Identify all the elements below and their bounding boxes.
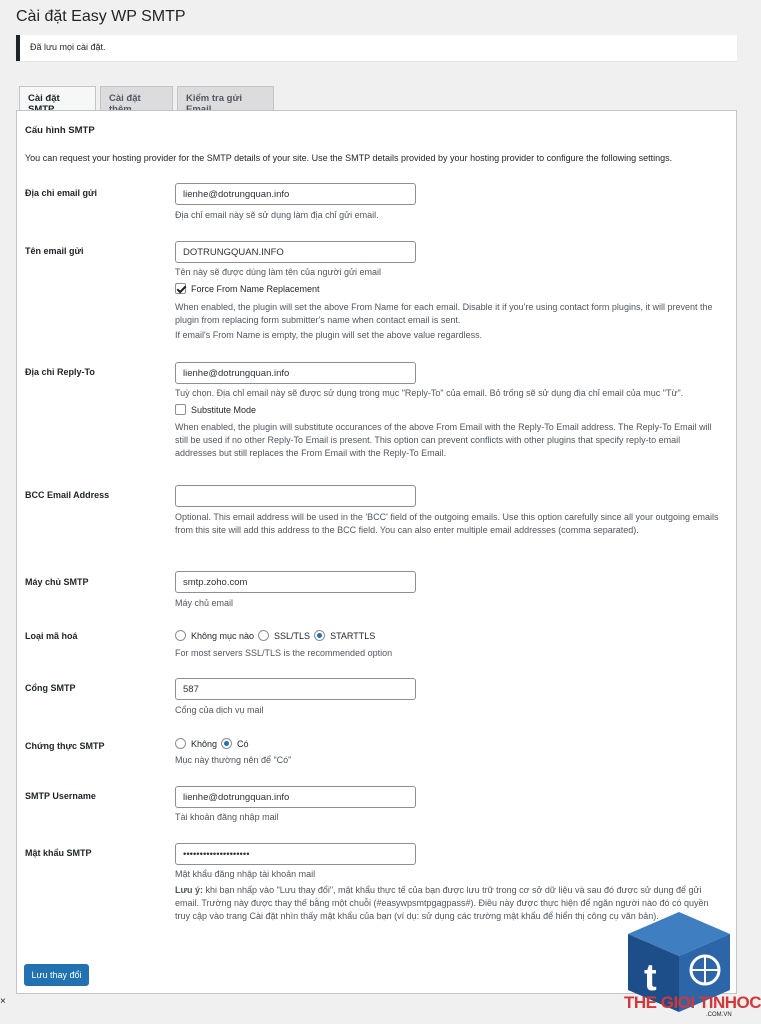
smtp-password-label: Mật khẩu SMTP [25,848,92,858]
note-prefix: Lưu ý: [175,885,204,895]
smtp-host-label: Máy chủ SMTP [25,577,89,587]
from-email-label: Địa chỉ email gửi [25,188,98,198]
tab-additional-settings[interactable]: Cài đặt [100,86,173,111]
smtp-host-input[interactable] [175,571,416,593]
watermark-text: THE GIOI TINHOC [624,993,761,1012]
from-name-input[interactable] [175,241,416,263]
encryption-none-label: Không mục nào [191,630,255,641]
note-text: khi bạn nhấp vào "Lưu thay đổi", mật khẩu thực tế của bạn được lưu trữ trong cơ sở dữ liệu và sau đó được sử dụng để gửi email. Trường này được thay thế bằng một chuỗi (#easywpsmtpgagpass#). Điều này được thực hiện để ngăn người nào đó có quyền truy cập vào trang Cài đặt nhìn thấy mật khẩu của bạn (ví dụ: sử dụng các trường mật khẩu để hiển thị công cụ văn bản). [175,885,709,921]
smtp-auth-desc: Mục này thường nên để "Có" [175,755,292,765]
reply-to-input[interactable] [175,362,416,384]
smtp-auth-radio-group [175,738,253,749]
watermark-glyph: t [644,957,657,999]
encryption-label: Loại mã hoá [25,631,78,641]
smtp-username-label: SMTP Username [25,791,96,801]
encryption-starttls-radio[interactable] [314,630,325,641]
smtp-username-desc: Tài khoản đăng nhập mail [175,812,279,822]
encryption-starttls-label: STARTTLS [330,630,376,641]
watermark-subtext: .COM.VN [706,1012,732,1018]
from-name-desc: Tên này sẽ được dùng làm tên của người gửi email [175,267,381,277]
encryption-radio-group [175,630,379,641]
force-from-name-row[interactable] [175,283,320,294]
smtp-auth-yes-radio[interactable] [221,738,232,749]
smtp-auth-yes-label: Có [237,738,249,749]
close-icon[interactable]: × [0,996,6,1007]
section-intro: You can request your hosting provider for the SMTP details of your site. Use the SMTP details provided by your hosting provider to configure the following settings. [25,153,673,163]
smtp-host-desc: Máy chủ email [175,598,234,608]
smtp-username-input[interactable] [175,786,416,808]
reply-to-desc: Tuỳ chọn. Địa chỉ email này sẽ được sử dụng trong mục "Reply-To" của email. Bỏ trống sẽ sử dụng địa chỉ email của mục "Từ". [175,388,684,398]
section-title: Cấu hình SMTP [25,125,95,136]
success-notice [16,35,737,61]
smtp-password-input[interactable] [175,843,416,865]
substitute-mode-label: Substitute Mode [191,404,257,415]
tab-smtp-settings[interactable]: Cài đặt [19,86,96,112]
smtp-password-desc: Mật khẩu đăng nhập tài khoản mail [175,869,316,879]
force-from-name-label: Force From Name Replacement [191,283,320,294]
encryption-desc: For most servers SSL/TLS is the recommended option [175,648,393,658]
substitute-mode-checkbox[interactable] [175,404,186,415]
encryption-none-radio[interactable] [175,630,186,641]
substitute-mode-row[interactable] [175,404,256,415]
smtp-port-label: Cổng SMTP [25,683,76,693]
smtp-port-input[interactable] [175,678,416,700]
bcc-desc: Optional. This email address will be used in the 'BCC' field of the outgoing emails. Use this option carefully since all your outgoing emails from this site will add this address to the BCC field. You can also enter multiple email addresses (comma separated). [175,512,719,535]
notice-text: Đã lưu mọi cài đặt. [30,42,106,52]
bcc-label: BCC Email Address [25,490,110,500]
from-email-input[interactable] [175,183,416,205]
force-from-name-checkbox[interactable] [175,283,186,294]
smtp-auth-no-label: Không [191,738,218,749]
save-changes-button[interactable]: Lưu thay đổi [24,964,89,986]
smtp-port-desc: Cổng của dịch vụ mail [175,705,264,715]
smtp-auth-label: Chứng thực SMTP [25,741,105,751]
from-email-desc: Địa chỉ email này sẽ sử dụng làm địa chỉ gửi email. [175,210,379,220]
page-title: Cài đặt Easy WP SMTP [16,8,186,25]
from-name-label: Tên email gửi [25,246,84,256]
bcc-input[interactable] [175,485,416,507]
force-from-name-desc: When enabled, the plugin will set the above From Name for each email. Disable it if you're using contact form plugins, it will prevent the plugin from replacing form submitter's name when contact email is sent. [175,302,713,325]
tab-test-email[interactable]: Kiểm tra gửi [177,86,274,111]
settings-panel [16,110,737,994]
force-from-name-desc2: If email's From Name is empty, the plugin will set the above value regardless. [175,330,483,340]
encryption-ssl-label: SSL/TLS [274,630,311,641]
reply-to-label: Địa chỉ Reply-To [25,367,95,377]
smtp-auth-no-radio[interactable] [175,738,186,749]
encryption-ssl-radio[interactable] [258,630,269,641]
substitute-mode-desc: When enabled, the plugin will substitute occurances of the above From Email with the Reply-To Email address. The Reply-To Email will still be used if no other Reply-To Email is present. This option can prevent conflicts with other plugins that specify reply-to email addresses but still replaces the From Email with the Reply-To Email. [175,422,712,458]
